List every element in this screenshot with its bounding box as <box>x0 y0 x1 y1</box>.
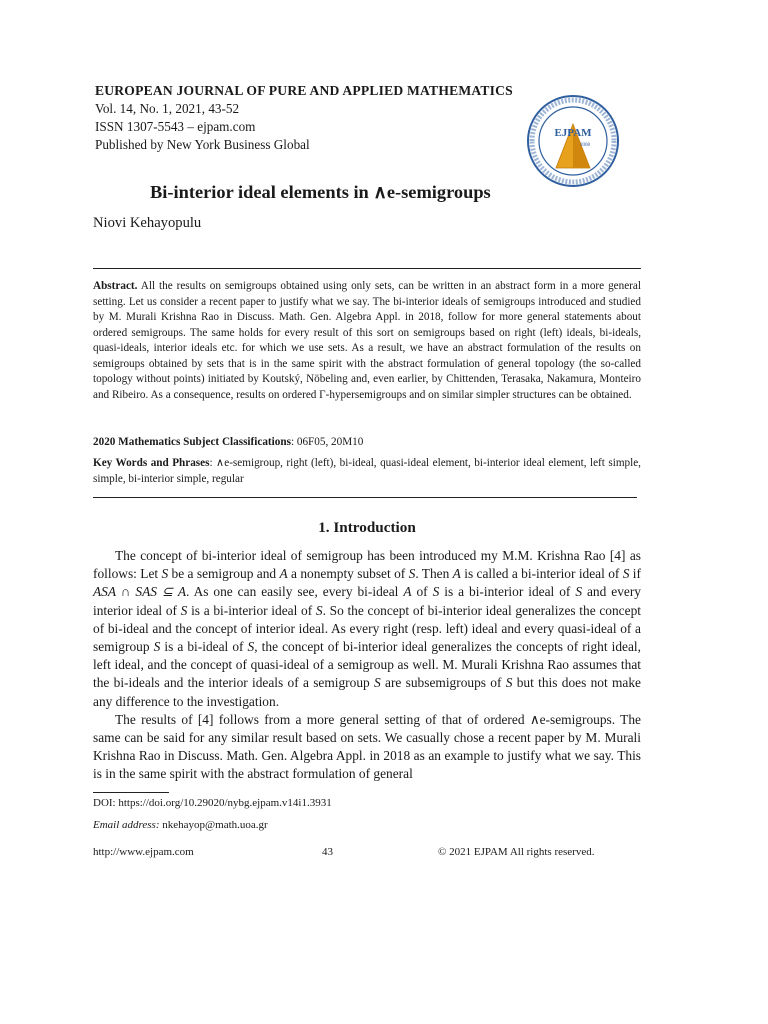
math-symbol: S <box>622 566 630 582</box>
email-address[interactable]: nkehayop@math.uoa.gr <box>162 819 268 831</box>
math-symbol: S <box>374 675 381 691</box>
footnote-doi[interactable]: DOI: https://doi.org/10.29020/nybg.ejpam.v14i1.3931 <box>93 797 332 809</box>
abstract-bottom-rule <box>93 497 637 498</box>
text-run: The concept of bi-interior ideal of semigroup has been introduced my M.M. Krishna Rao [4] as follows: Let <box>93 548 641 582</box>
text-run: , the concept of bi-interior ideal generalizes the concepts of right ideal, left ideal, and the concept of quasi-ideal of a semigroup as well. M. Murali Krishna Rao assumes that the bi-ideals and the interior ideals of a semigroup <box>93 639 641 691</box>
text-run: is a bi-ideal of <box>160 639 248 655</box>
text-run: . As one can easily see, every bi-ideal <box>186 584 404 600</box>
journal-publisher: Published by New York Business Global <box>95 137 310 152</box>
text-run: of <box>411 584 433 600</box>
math-symbol: S <box>505 675 513 691</box>
abstract-label: Abstract. <box>93 280 138 292</box>
abstract <box>93 279 641 403</box>
math-symbol: S <box>180 602 188 618</box>
math-symbol: S <box>161 566 169 582</box>
text-run: are subsemigroups of <box>380 675 506 691</box>
paper-author: Niovi Kehayopulu <box>93 215 202 231</box>
keywords-value: : ∧e-semigroup, right (left), bi-ideal, quasi-ideal element, bi-interior ideal element, left simple, simple, bi-interior simple, regular <box>93 457 641 485</box>
text-run: is a bi-interior ideal of <box>439 584 576 600</box>
logo-text: EJPAM <box>554 127 592 139</box>
keywords-label: Key Words and Phrases <box>93 457 210 469</box>
text-run: if <box>629 566 641 582</box>
math-symbol: A <box>403 584 412 600</box>
math-formula: ASA ∩ SAS ⊆ A <box>93 584 187 600</box>
text-run: is a bi-interior ideal of <box>187 602 316 618</box>
math-symbol: A <box>279 566 288 582</box>
page-number: 43 <box>322 846 333 858</box>
math-symbol: S <box>315 602 323 618</box>
section-heading-introduction: 1. Introduction <box>318 519 416 536</box>
journal-issn: ISSN 1307-5543 – ejpam.com <box>95 119 256 134</box>
math-symbol: S <box>247 639 255 655</box>
paper-title: Bi-interior ideal elements in ∧e-semigroups <box>150 182 491 202</box>
msc-value: : 06F05, 20M10 <box>290 436 364 448</box>
logo-year: 2008 <box>580 143 590 148</box>
text-run: be a semigroup and <box>168 566 280 582</box>
journal-volume: Vol. 14, No. 1, 2021, 43-52 <box>95 101 240 116</box>
text-run: but this does not make any difference to the investigation. <box>93 675 641 709</box>
keywords <box>93 456 641 487</box>
math-symbol: A <box>452 566 461 582</box>
text-run: . Then <box>415 566 453 582</box>
math-symbol: S <box>408 566 416 582</box>
footnote-email <box>93 819 268 831</box>
email-label: Email address: <box>93 819 160 831</box>
footer-copyright: © 2021 EJPAM All rights reserved. <box>438 846 595 858</box>
intro-paragraph-2: The results of [4] follows from a more general setting of that of ordered ∧e-semigroups. The same can be said for any similar result based on sets. We casually chose a recent paper by M. Murali Krishna Rao in Discuss. Math. Gen. Algebra Appl. in 2018 as an example to justify what we say. This is in the same spirit with the abstract formulation of general <box>93 711 641 782</box>
abstract-top-rule <box>93 268 641 269</box>
text-run: and every interior ideal of <box>93 584 641 618</box>
math-symbol: S <box>432 584 440 600</box>
msc-classifications <box>93 435 641 451</box>
text-run: . So the concept of bi-interior ideal generalizes the concept of bi-ideal and the concept of interior ideal. As every right (resp. left) ideal and every quasi-ideal of a semigroup <box>93 602 641 655</box>
introduction-body <box>93 547 641 784</box>
text-run: a nonempty subset of <box>287 566 409 582</box>
math-symbol: S <box>575 584 583 600</box>
intro-paragraph-1 <box>93 547 641 711</box>
abstract-text: All the results on semigroups obtained using only sets, can be written in an abstract form in a more general setting. Let us consider a recent paper to justify what we say. The bi-interior ideals of semigroups introduced and studied by M. Murali Krishna Rao in Discuss. Math. Gen. Algebra Appl. in 2018, follow for more general statements about ordered semigroups. The same holds for every result of this sort on semigroups based on right (left) ideals, bi-ideals, quasi-ideals, interior ideals etc. for which we use sets. As a result, we have an abstract formulation of the results on semigroups obtained by sets that is in the same spirit with the abstract formulation of general topology (the so-called topology without points) initiated by Koutský, Nöbeling and, even earlier, by Chittenden, Terasaka, Nakamura, Monteiro and Ribeiro. As a consequence, results on ordered Γ-hypersemigroups and on similar simpler structures can be obtained. <box>93 280 641 401</box>
text-run: is called a bi-interior ideal of <box>460 566 623 582</box>
footnote-rule <box>93 792 169 793</box>
journal-logo <box>526 94 620 188</box>
msc-label: 2020 Mathematics Subject Classifications <box>93 436 291 448</box>
math-symbol: S <box>153 639 161 655</box>
footer-url[interactable]: http://www.ejpam.com <box>93 846 194 858</box>
journal-name: EUROPEAN JOURNAL OF PURE AND APPLIED MATHEMATICS <box>95 83 513 98</box>
